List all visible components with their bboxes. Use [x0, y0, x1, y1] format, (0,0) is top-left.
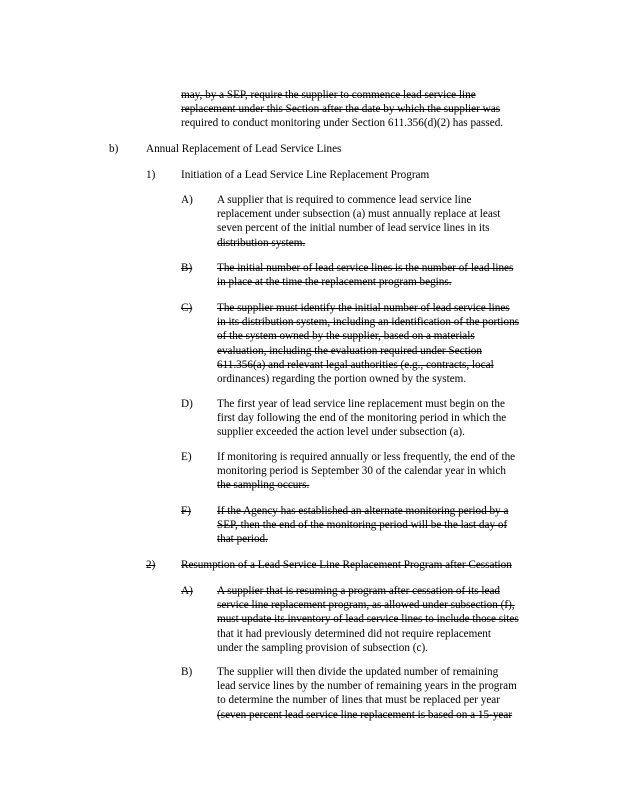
text-line: monitoring period is September 30 of the calendar year in which	[217, 465, 506, 478]
item-text-B	[217, 261, 513, 289]
text-line: of the system owned by the supplier, based on a materials	[217, 330, 475, 343]
item-text-F	[217, 504, 508, 547]
text-line: the sampling occurs.	[217, 479, 310, 492]
subsection-heading-2: Resumption of a Lead Service Line Replacement Program after Cessation	[181, 559, 512, 571]
text-line: to determine the number of lines that must be replaced per year	[217, 694, 500, 707]
item-label-A2: A)	[181, 585, 193, 597]
text-line: The supplier will then divide the updated number of remaining	[217, 666, 499, 678]
text-line: under the sampling provision of subsection (c).	[217, 641, 428, 654]
continuation-paragraph	[181, 88, 503, 131]
subsection-heading-1: Initiation of a Lead Service Line Replacement Program	[181, 169, 430, 181]
text-line: The first year of lead service line replacement must begin on the	[217, 398, 505, 410]
text-line: The initial number of lead service lines is the number of lead lines	[217, 262, 514, 274]
text-line: A supplier that is resuming a program after cessation of its lead	[217, 585, 501, 597]
text-line: (seven percent lead service line replacement is based on a 15-year	[217, 708, 513, 721]
text-line: replacement under this Section after the date by which the supplier was	[181, 103, 501, 116]
text-line: If the Agency has established an alternate monitoring period by a	[217, 505, 509, 517]
text-line: replacement under subsection (a) must annually replace at least	[217, 208, 501, 221]
text-line: The supplier must identify the initial number of lead service lines	[217, 302, 510, 314]
text-line: ordinances) regarding the portion owned by the system.	[217, 373, 467, 386]
text-line: evaluation, including the evaluation required under Section	[217, 344, 482, 357]
subsection-label-2: 2)	[146, 559, 156, 571]
item-label-B2: B)	[181, 666, 193, 678]
item-text-E	[217, 450, 515, 493]
text-line: that it had previously determined did not require replacement	[217, 627, 492, 640]
item-text-A2	[217, 584, 519, 655]
item-label-C: C)	[181, 302, 193, 314]
text-line: lead service lines by the number of remaining years in the program	[217, 680, 517, 693]
item-label-D: D)	[181, 398, 193, 410]
section-label-b: b)	[109, 143, 119, 155]
item-text-D	[217, 397, 506, 440]
item-label-A: A)	[181, 194, 193, 206]
text-line: service line replacement program, as allowed under subsection (f),	[217, 599, 515, 612]
text-line: must update its inventory of lead service lines to include those sites	[217, 613, 519, 626]
text-line: distribution system.	[217, 236, 306, 249]
item-text-C	[217, 301, 519, 386]
text-line: 611.356(a) and relevant legal authorities (e.g., contracts, local	[217, 358, 494, 371]
text-line: required to conduct monitoring under Section 611.356(d)(2) has passed.	[181, 117, 504, 130]
item-label-E: E)	[181, 451, 192, 463]
item-label-B: B)	[181, 262, 193, 274]
text-line: seven percent of the initial number of lead service lines in its	[217, 222, 490, 235]
section-heading-b: Annual Replacement of Lead Service Lines	[146, 143, 342, 155]
item-text-A	[217, 193, 500, 250]
text-line: may, by a SEP, require the supplier to commence lead service line	[181, 89, 476, 101]
text-line: SEP, then the end of the monitoring period will be the last day of	[217, 519, 508, 532]
text-line: supplier exceeded the action level under subsection (a).	[217, 426, 465, 439]
item-text-B2	[217, 665, 517, 722]
subsection-label-1: 1)	[146, 169, 156, 181]
text-line: A supplier that is required to commence lead service line	[217, 194, 472, 206]
text-line: first day following the end of the monitoring period in which the	[217, 412, 507, 425]
text-line: If monitoring is required annually or less frequently, the end of the	[217, 451, 516, 463]
text-line: in place at the time the replacement program begins.	[217, 276, 452, 289]
text-line: that period.	[217, 533, 268, 546]
text-line: in its distribution system, including an identification of the portions	[217, 316, 520, 329]
item-label-F: F)	[181, 505, 191, 517]
